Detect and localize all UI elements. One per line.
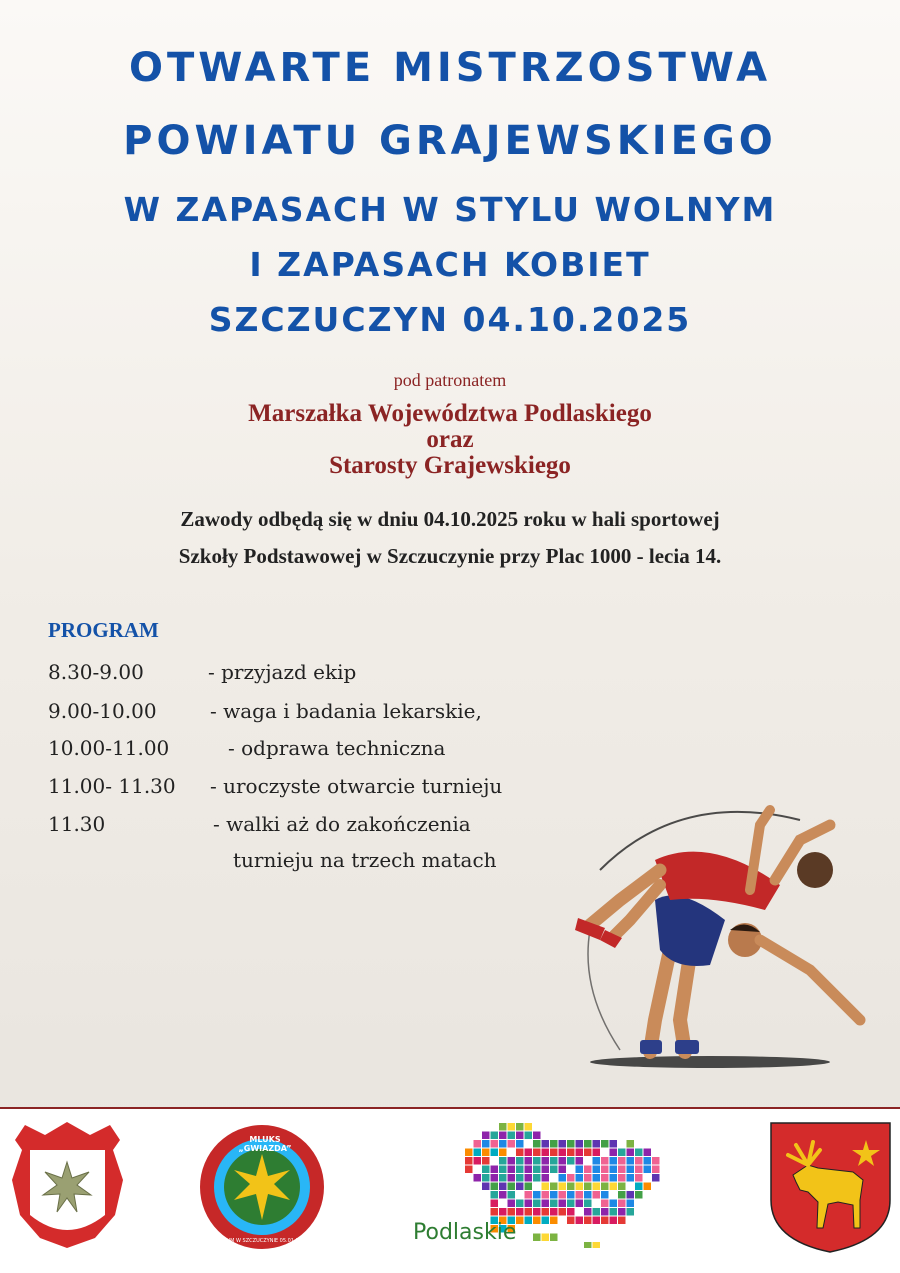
bison-mosaic-tile (499, 1208, 507, 1216)
bison-mosaic-tile (593, 1183, 601, 1191)
bison-mosaic-tile (499, 1123, 507, 1131)
bison-mosaic-tile (525, 1166, 533, 1174)
bison-mosaic-tile (601, 1183, 609, 1191)
bison-mosaic-tile (516, 1149, 524, 1157)
bison-mosaic-tile (576, 1149, 584, 1157)
bison-mosaic-tile (635, 1157, 643, 1165)
bison-mosaic-tile (482, 1157, 490, 1165)
bison-mosaic-tile (593, 1140, 601, 1148)
bison-mosaic-tile (635, 1166, 643, 1174)
bison-mosaic-tile (618, 1183, 626, 1191)
bison-mosaic-tile (533, 1200, 541, 1208)
bison-mosaic-tile (559, 1157, 567, 1165)
bison-mosaic-tile (644, 1149, 652, 1157)
bison-mosaic-tile (525, 1200, 533, 1208)
bison-mosaic-tile (576, 1157, 584, 1165)
program-time: 11.00- 11.30 (48, 774, 176, 798)
bison-mosaic-tile (567, 1174, 575, 1182)
bison-mosaic-tile (508, 1132, 516, 1140)
bison-mosaic-tile (610, 1149, 618, 1157)
bison-mosaic-tile (593, 1157, 601, 1165)
bison-mosaic-tile (550, 1191, 558, 1199)
bison-mosaic-tile (610, 1140, 618, 1148)
bison-mosaic-tile (525, 1217, 533, 1225)
bison-mosaic-tile (499, 1149, 507, 1157)
bison-mosaic-tile (542, 1191, 550, 1199)
bison-mosaic-tile (576, 1200, 584, 1208)
bison-mosaic-tile (567, 1157, 575, 1165)
bison-mosaic-tile (576, 1174, 584, 1182)
program-desc: - waga i badania lekarskie, (210, 699, 482, 723)
bison-mosaic-tile (567, 1200, 575, 1208)
bison-mosaic-tile (525, 1208, 533, 1216)
bison-mosaic-tile (491, 1166, 499, 1174)
bison-mosaic-tile (559, 1166, 567, 1174)
program-time: 10.00-11.00 (48, 736, 170, 760)
bison-mosaic-tile (550, 1217, 558, 1225)
program-desc: - odprawa techniczna (228, 736, 446, 760)
bison-mosaic-tile (618, 1200, 626, 1208)
patronage-marshal: Marszałka Województwa Podlaskiego (248, 400, 652, 427)
bison-mosaic-tile (610, 1200, 618, 1208)
bison-mosaic-tile (482, 1174, 490, 1182)
program-desc: - uroczyste otwarcie turnieju (210, 774, 503, 798)
mluks-bottom-text: PRZY UM W SZCZUCZYNIE 05.01.2008 r. (211, 1238, 314, 1244)
bison-mosaic-tile (482, 1166, 490, 1174)
bison-mosaic-tile (508, 1123, 516, 1131)
bison-mosaic-tile (593, 1208, 601, 1216)
bison-mosaic-tile (499, 1157, 507, 1165)
bison-mosaic-tile (533, 1140, 541, 1148)
podlaskie-text: Podlaskie (413, 1220, 517, 1245)
bison-mosaic-tile (559, 1208, 567, 1216)
bison-mosaic-tile (559, 1191, 567, 1199)
bison-mosaic-tile (567, 1208, 575, 1216)
bison-mosaic-tile (644, 1166, 652, 1174)
bison-mosaic-tile (559, 1200, 567, 1208)
bison-mosaic-tile (491, 1174, 499, 1182)
bison-mosaic-tile (508, 1157, 516, 1165)
bison-mosaic-tile (550, 1208, 558, 1216)
program-desc: - przyjazd ekip (208, 660, 357, 684)
bison-mosaic-tile (601, 1174, 609, 1182)
bison-mosaic-tile (576, 1140, 584, 1148)
bison-mosaic-tile (584, 1174, 592, 1182)
bison-mosaic-tile (482, 1140, 490, 1148)
program-item (48, 660, 357, 684)
bison-mosaic-tile (601, 1140, 609, 1148)
bison-mosaic-tile (627, 1166, 635, 1174)
bison-mosaic-tile (593, 1166, 601, 1174)
bison-mosaic-tile (567, 1183, 575, 1191)
bison-mosaic-tile (491, 1191, 499, 1199)
bison-mosaic-tile (644, 1157, 652, 1165)
bison-mosaic-tile (618, 1174, 626, 1182)
program-desc: - walki aż do zakończenia (213, 812, 471, 836)
bison-mosaic-tile (499, 1166, 507, 1174)
bison-mosaic-tile (491, 1200, 499, 1208)
bison-mosaic-tile (542, 1208, 550, 1216)
bison-mosaic-tile (567, 1149, 575, 1157)
bison-mosaic-tile (550, 1157, 558, 1165)
bison-mosaic-tile (627, 1200, 635, 1208)
bison-mosaic-tile (593, 1174, 601, 1182)
bison-mosaic-tile (491, 1132, 499, 1140)
bison-mosaic-tile (516, 1166, 524, 1174)
bison-mosaic-tile (559, 1183, 567, 1191)
bison-mosaic-tile (533, 1217, 541, 1225)
mluks-arc-text: MLUKS „GWIAZDA” (238, 1135, 292, 1153)
bison-mosaic-tile (618, 1157, 626, 1165)
grajewo-county-coat-of-arms (768, 1120, 893, 1255)
bison-mosaic-tile (601, 1200, 609, 1208)
bison-mosaic-tile (627, 1157, 635, 1165)
bison-mosaic-tile (474, 1149, 482, 1157)
bison-mosaic-tile (542, 1234, 550, 1242)
bison-mosaic-tile (559, 1149, 567, 1157)
bison-mosaic-tile (516, 1140, 524, 1148)
bison-mosaic-tile (601, 1157, 609, 1165)
bison-mosaic-tile (627, 1149, 635, 1157)
bison-mosaic-tile (474, 1157, 482, 1165)
bison-mosaic-tile (533, 1208, 541, 1216)
bison-mosaic-tile (627, 1140, 635, 1148)
bison-mosaic-tile (610, 1208, 618, 1216)
bison-mosaic-tile (593, 1191, 601, 1199)
bison-mosaic-tile (491, 1149, 499, 1157)
bison-mosaic-tile (508, 1200, 516, 1208)
bison-mosaic-tile (584, 1217, 592, 1225)
bison-mosaic-tile (652, 1166, 660, 1174)
bison-mosaic-tile (610, 1183, 618, 1191)
program-heading: PROGRAM (48, 618, 159, 642)
bison-mosaic-tile (618, 1208, 626, 1216)
bison-mosaic-tile (499, 1132, 507, 1140)
bison-mosaic-tile (627, 1174, 635, 1182)
bison-mosaic-tile (542, 1149, 550, 1157)
bison-mosaic-tile (584, 1149, 592, 1157)
program-time: 11.30 (48, 812, 106, 836)
footer-logos (0, 1109, 900, 1273)
bison-mosaic-tile (516, 1174, 524, 1182)
bison-mosaic-tile (652, 1174, 660, 1182)
bison-mosaic-tile (618, 1217, 626, 1225)
bison-mosaic-tile (652, 1157, 660, 1165)
bison-mosaic-tile (474, 1140, 482, 1148)
bison-mosaic-tile (525, 1183, 533, 1191)
bison-mosaic-tile (516, 1200, 524, 1208)
bison-mosaic-tile (610, 1174, 618, 1182)
bison-mosaic-tile (635, 1183, 643, 1191)
bison-mosaic-tile (482, 1132, 490, 1140)
bison-mosaic-tile (533, 1132, 541, 1140)
title-line-4: I ZAPASACH KOBIET (249, 245, 651, 284)
bison-mosaic-tile (576, 1191, 584, 1199)
bison-mosaic-tile (542, 1157, 550, 1165)
bison-mosaic-tile (635, 1149, 643, 1157)
wrestlers-illustration (560, 790, 880, 1075)
bison-mosaic-tile (550, 1166, 558, 1174)
bison-mosaic-tile (627, 1208, 635, 1216)
bison-mosaic-tile (499, 1140, 507, 1148)
bison-mosaic-tile (525, 1174, 533, 1182)
bison-mosaic-tile (550, 1234, 558, 1242)
title-line-2: POWIATU GRAJEWSKIEGO (123, 118, 777, 164)
bison-mosaic-tile (584, 1183, 592, 1191)
bison-mosaic-tile (491, 1208, 499, 1216)
program-item (48, 736, 446, 760)
bison-mosaic-tile (525, 1191, 533, 1199)
title-line-1: OTWARTE MISTRZOSTWA (128, 45, 772, 91)
bison-mosaic-tile (550, 1183, 558, 1191)
bison-mosaic-tile (601, 1217, 609, 1225)
bison-mosaic-tile (542, 1200, 550, 1208)
szczuczyn-coat-of-arms (5, 1120, 130, 1250)
bison-mosaic-tile (567, 1217, 575, 1225)
bison-mosaic-tile (584, 1200, 592, 1208)
bison-mosaic-tile (550, 1149, 558, 1157)
bison-mosaic-tile (567, 1140, 575, 1148)
bison-mosaic-tile (576, 1217, 584, 1225)
bison-mosaic-tile (584, 1242, 592, 1248)
bison-mosaic-tile (550, 1200, 558, 1208)
bison-mosaic-tile (508, 1166, 516, 1174)
bison-mosaic-tile (465, 1157, 473, 1165)
bison-mosaic-tile (542, 1183, 550, 1191)
patronage-starost: Starosty Grajewskiego (329, 452, 571, 479)
bison-mosaic-tile (516, 1217, 524, 1225)
bison-mosaic-tile (627, 1191, 635, 1199)
bison-mosaic-tile (584, 1140, 592, 1148)
bison-mosaic-tile (533, 1157, 541, 1165)
bison-mosaic-tile (491, 1183, 499, 1191)
info-line-1: Zawody odbędą się w dniu 04.10.2025 roku w hali sportowej (180, 507, 720, 531)
bison-mosaic-tile (542, 1166, 550, 1174)
bison-mosaic-tile (559, 1140, 567, 1148)
bison-mosaic-tile (525, 1132, 533, 1140)
bison-mosaic-tile (533, 1191, 541, 1199)
program-item (48, 774, 503, 798)
bison-mosaic-tile (516, 1208, 524, 1216)
bison-mosaic-tile (593, 1149, 601, 1157)
bison-mosaic-tile (542, 1217, 550, 1225)
bison-mosaic-tile (533, 1174, 541, 1182)
bison-mosaic-tile (508, 1183, 516, 1191)
patronage-and: oraz (426, 426, 474, 453)
bison-mosaic-tile (593, 1242, 601, 1248)
bison-mosaic-tile (508, 1191, 516, 1199)
bison-mosaic-tile (635, 1191, 643, 1199)
bison-mosaic-tile (644, 1183, 652, 1191)
bison-mosaic-tile (516, 1123, 524, 1131)
bison-mosaic-tile (601, 1208, 609, 1216)
bison-mosaic-tile (610, 1166, 618, 1174)
bison-mosaic-tile (516, 1132, 524, 1140)
bison-mosaic-tile (533, 1166, 541, 1174)
bison-mosaic-tile (508, 1174, 516, 1182)
bison-mosaic-tile (610, 1217, 618, 1225)
program-desc: turnieju na trzech matach (233, 848, 497, 872)
bison-mosaic-tile (508, 1208, 516, 1216)
program-time: 8.30-9.00 (48, 660, 144, 684)
bison-mosaic-tile (482, 1149, 490, 1157)
patronage-intro: pod patronatem (393, 370, 507, 390)
bison-mosaic-tile (635, 1174, 643, 1182)
bison-mosaic-tile (525, 1157, 533, 1165)
bison-mosaic-tile (601, 1166, 609, 1174)
info-line-2: Szkoły Podstawowej w Szczuczynie przy Plac 1000 - lecia 14. (178, 544, 722, 568)
title-line-3: W ZAPASACH W STYLU WOLNYM (123, 190, 777, 229)
bison-mosaic-tile (465, 1166, 473, 1174)
bison-mosaic-tile (601, 1191, 609, 1199)
program-time: 9.00-10.00 (48, 699, 157, 723)
bison-mosaic-tile (618, 1191, 626, 1199)
bison-mosaic-tile (576, 1166, 584, 1174)
bison-mosaic-tile (610, 1157, 618, 1165)
bison-mosaic-tile (499, 1183, 507, 1191)
bison-mosaic-tile (618, 1166, 626, 1174)
bison-mosaic-tile (465, 1149, 473, 1157)
bison-mosaic-tile (499, 1174, 507, 1182)
bison-mosaic-tile (542, 1140, 550, 1148)
bison-mosaic-tile (584, 1191, 592, 1199)
bison-mosaic-tile (482, 1183, 490, 1191)
bison-mosaic-tile (516, 1183, 524, 1191)
bison-mosaic-tile (550, 1140, 558, 1148)
bison-mosaic-tile (576, 1183, 584, 1191)
bison-mosaic-tile (584, 1166, 592, 1174)
program-item (48, 699, 482, 723)
bison-mosaic-tile (491, 1140, 499, 1148)
bison-mosaic-tile (516, 1157, 524, 1165)
bison-mosaic-tile (508, 1140, 516, 1148)
bison-mosaic-tile (567, 1191, 575, 1199)
bison-mosaic-tile (593, 1217, 601, 1225)
bison-mosaic-tile (474, 1174, 482, 1182)
bison-mosaic-tile (499, 1191, 507, 1199)
bison-mosaic-tile (533, 1149, 541, 1157)
bison-mosaic-tile (542, 1174, 550, 1182)
bison-mosaic-tile (584, 1208, 592, 1216)
program-item (48, 812, 471, 836)
bison-mosaic-tile (525, 1123, 533, 1131)
bison-mosaic-tile (533, 1234, 541, 1242)
bison-mosaic-tile (559, 1174, 567, 1182)
bison-mosaic-tile (618, 1149, 626, 1157)
bison-mosaic-tile (525, 1149, 533, 1157)
title-date-line: SZCZUCZYN 04.10.2025 (208, 300, 692, 339)
